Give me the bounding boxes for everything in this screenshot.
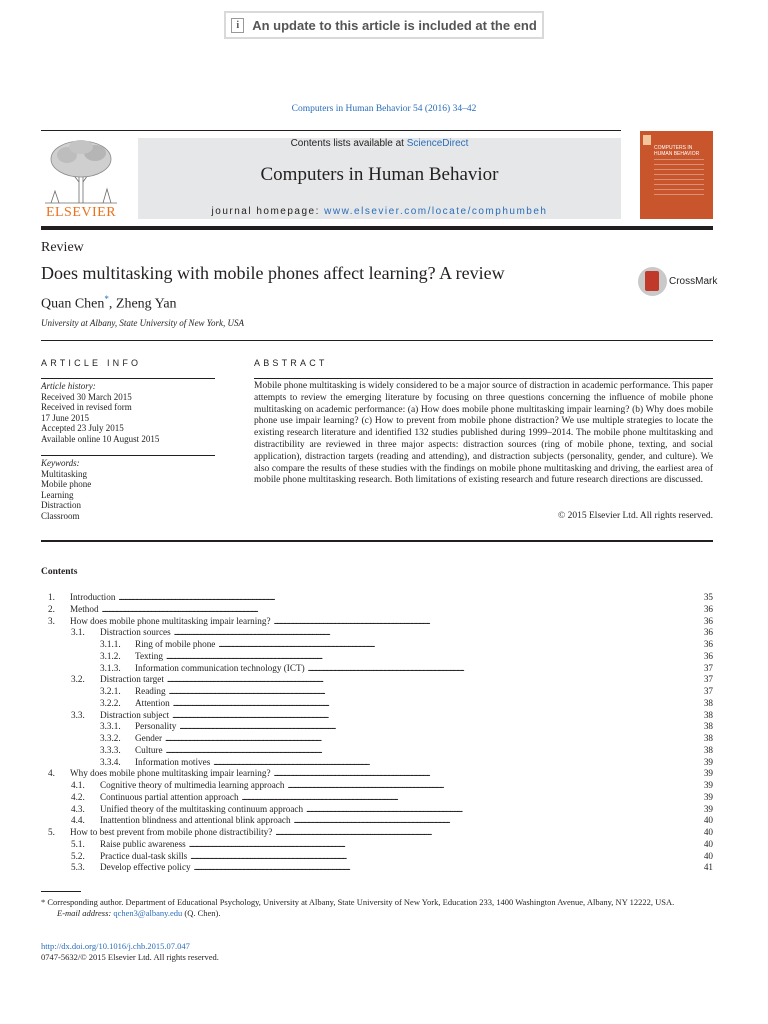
history-item: Accepted 23 July 2015 xyxy=(41,423,124,433)
toc-entry[interactable] xyxy=(41,862,713,874)
toc-leader-dots xyxy=(167,674,702,686)
toc-leader-dots xyxy=(102,604,702,616)
toc-entry-title[interactable]: Texting xyxy=(135,650,163,661)
footnote-mark: * xyxy=(41,897,46,907)
toc-entry-page[interactable]: 37 xyxy=(703,674,713,685)
toc-entry-number: 3.1.1. xyxy=(100,639,121,649)
section-rule xyxy=(41,340,713,341)
toc-entry-page[interactable]: 38 xyxy=(703,709,713,720)
cover-title: COMPUTERS IN HUMAN BEHAVIOR xyxy=(654,145,700,157)
toc-entry-title[interactable]: Ring of mobile phone xyxy=(135,639,216,649)
journal-cover[interactable] xyxy=(640,131,713,219)
toc-entry-page[interactable]: 35 xyxy=(703,592,713,602)
toc-leader-dots xyxy=(118,592,701,604)
toc-leader-dots xyxy=(189,839,702,851)
keywords-rule xyxy=(41,455,215,456)
affiliation: University at Albany, State University of New York, USA xyxy=(41,318,244,328)
cover-text-lines xyxy=(654,159,704,199)
abstract-copyright: © 2015 Elsevier Ltd. All rights reserved. xyxy=(558,511,713,521)
contents-heading: Contents xyxy=(41,567,78,577)
history-item: Received 30 March 2015 xyxy=(41,391,132,402)
toc-entry-title[interactable]: Information motives xyxy=(135,756,211,767)
abstract-text: Mobile phone multitasking is widely considered to be a major source of distraction in academic performance. This paper attempts to review the emerging literature by focusing on three questions concerning the influence of mobile phone multitasking on academic performance: (a) How does mobile phone multitasking impair learning? (b) Why does mobile phone use impair learning? (c) How to prevent from mobile phone distraction? We use multiple strategies to locate the existing research literature and identified 132 studies published during 1999–2014. The mobile phone multitasking and distractibility are reviewed in three major aspects: distraction sources (ring of mobile phone, texting, and social application), distraction targets (reading and attending), and distraction subjects (personality, gender, and culture). We also compare the results of these studies with the findings on mobile phone multitasking and driving, the earliest area of mobile phone multitasking research. Both limitations of existing research and future research directions are discussed. xyxy=(254,381,713,486)
toc-entry[interactable] xyxy=(41,733,713,745)
article-title: Does multitasking with mobile phones affect learning? A review xyxy=(41,263,505,283)
toc-entry-number: 3.1. xyxy=(71,627,85,638)
email-suffix: (Q. Chen). xyxy=(182,908,221,918)
article-type: Review xyxy=(41,240,84,255)
toc-leader-dots xyxy=(194,862,702,874)
toc-entry-page[interactable]: 36 xyxy=(703,650,713,661)
toc-leader-dots xyxy=(287,780,701,792)
toc-leader-dots xyxy=(169,686,702,698)
toc-leader-dots xyxy=(172,710,702,722)
toc-entry-page[interactable]: 39 xyxy=(703,791,713,802)
toc-entry-number: 3.3.4. xyxy=(100,756,121,767)
toc-entry-number: 3. xyxy=(48,615,55,626)
toc-entry-page[interactable]: 38 xyxy=(703,744,713,755)
toc-entry[interactable] xyxy=(41,792,713,804)
toc-entry[interactable] xyxy=(41,663,713,675)
history-item: Available online 10 August 2015 xyxy=(41,433,160,444)
toc-entry-title[interactable]: Information communication technology (ICT) xyxy=(135,662,305,673)
toc-entry-title[interactable]: Unified theory of the multitasking continuum approach xyxy=(100,803,304,814)
toc-entry-number: 3.3. xyxy=(71,709,85,720)
footnote-text: Corresponding author. Department of Educational Psychology, University at Albany, State University of New York, Education 233, 1400 Washington Avenue, Albany, NY 12222, USA. xyxy=(45,897,675,907)
elsevier-logo[interactable] xyxy=(41,137,121,221)
toc-entry-page[interactable]: 40 xyxy=(703,850,713,861)
author-email-link[interactable]: qchen3@albany.edu xyxy=(113,908,183,918)
table-of-contents xyxy=(41,592,713,874)
toc-entry-number: 4. xyxy=(48,768,55,779)
journal-masthead xyxy=(138,138,621,219)
author-list xyxy=(41,294,177,313)
toc-entry-number: 3.1.3. xyxy=(100,662,121,673)
toc-leader-dots xyxy=(308,663,702,675)
doi-block xyxy=(41,941,219,963)
toc-entry-title[interactable]: Reading xyxy=(135,686,166,696)
crossmark-icon xyxy=(638,267,667,296)
abstract-heading: ABSTRACT xyxy=(254,358,328,368)
toc-entry-number: 4.4. xyxy=(71,815,85,826)
toc-entry-title[interactable]: Cognitive theory of multimedia learning approach xyxy=(100,780,285,790)
toc-entry-page[interactable]: 39 xyxy=(703,756,713,767)
crossmark-label: CrossMark xyxy=(669,276,718,287)
author-name[interactable]: Zheng Yan xyxy=(115,296,177,312)
elsevier-wordmark: ELSEVIER xyxy=(45,205,117,220)
toc-leader-dots xyxy=(166,745,702,757)
toc-entry-page[interactable]: 36 xyxy=(703,615,713,626)
keyword-item: Learning xyxy=(41,489,74,500)
toc-entry[interactable] xyxy=(41,686,713,698)
toc-leader-dots xyxy=(166,651,702,663)
toc-entry-title[interactable]: Personality xyxy=(135,721,177,732)
toc-entry-title[interactable]: Culture xyxy=(135,744,163,755)
toc-entry-number: 4.1. xyxy=(71,780,85,790)
toc-entry-page[interactable]: 39 xyxy=(703,803,713,814)
history-item: Received in revised form xyxy=(41,402,132,412)
homepage-link[interactable]: www.elsevier.com/locate/comphumbeh xyxy=(324,206,548,217)
toc-entry-number: 3.1.2. xyxy=(100,650,121,661)
toc-entry-number: 5. xyxy=(48,827,55,837)
toc-entry-page[interactable]: 36 xyxy=(703,627,713,638)
toc-leader-dots xyxy=(306,804,702,816)
toc-leader-dots xyxy=(173,698,702,710)
toc-entry-number: 3.2.2. xyxy=(100,697,121,708)
toc-entry-number: 4.2. xyxy=(71,791,85,802)
toc-entry-number: 4.3. xyxy=(71,803,85,814)
toc-entry[interactable] xyxy=(41,604,713,616)
toc-entry-page[interactable]: 38 xyxy=(703,697,713,708)
cover-publisher-mark xyxy=(643,135,651,145)
toc-entry[interactable] xyxy=(41,851,713,863)
keyword-item: Multitasking xyxy=(41,468,88,479)
toc-entry-page[interactable]: 37 xyxy=(703,686,713,696)
toc-entry-page[interactable]: 38 xyxy=(703,733,713,743)
toc-entry-number: 3.3.1. xyxy=(100,721,121,732)
toc-entry[interactable] xyxy=(41,616,713,628)
footnote-rule xyxy=(41,891,81,892)
article-history xyxy=(41,381,215,444)
crossmark-badge[interactable] xyxy=(638,267,717,296)
toc-entry-page[interactable]: 39 xyxy=(703,768,713,779)
toc-leader-dots xyxy=(294,815,702,827)
toc-entry-number: 3.2.1. xyxy=(100,686,121,696)
toc-entry[interactable] xyxy=(41,721,713,733)
article-info-heading: ARTICLE INFO xyxy=(41,358,142,368)
toc-entry[interactable] xyxy=(41,745,713,757)
update-banner[interactable] xyxy=(224,11,544,39)
keyword-item: Classroom xyxy=(41,510,80,521)
contents-availability xyxy=(138,138,621,149)
update-banner-text: An update to this article is included at the end xyxy=(252,17,537,33)
toc-entry-title[interactable]: Raise public awareness xyxy=(100,838,186,849)
email-label: E-mail address: xyxy=(57,908,114,918)
toc-entry-page[interactable]: 36 xyxy=(703,603,713,614)
doi-link[interactable]: http://dx.doi.org/10.1016/j.chb.2015.07.047 xyxy=(41,941,190,951)
keyword-item: Mobile phone xyxy=(41,479,92,489)
toc-entry-title[interactable]: Distraction sources xyxy=(100,627,171,638)
toc-entry-number: 5.1. xyxy=(71,838,85,849)
toc-entry-page[interactable]: 40 xyxy=(703,815,713,826)
toc-entry[interactable] xyxy=(41,804,713,816)
toc-entry-title[interactable]: Develop effective policy xyxy=(100,862,191,873)
homepage-prefix: journal homepage: xyxy=(211,206,325,217)
toc-leader-dots xyxy=(174,627,702,639)
toc-entry[interactable] xyxy=(41,592,713,604)
toc-entry[interactable] xyxy=(41,698,713,710)
toc-leader-dots xyxy=(218,639,701,651)
toc-leader-dots xyxy=(275,827,701,839)
history-item: 17 June 2015 xyxy=(41,412,89,423)
article-info-rule xyxy=(41,378,215,379)
toc-entry-title[interactable]: Introduction xyxy=(70,592,116,602)
toc-leader-dots xyxy=(213,757,702,769)
toc-entry-number: 3.2. xyxy=(71,674,85,685)
keyword-item: Distraction xyxy=(41,500,81,510)
toc-entry-title[interactable]: Continuous partial attention approach xyxy=(100,791,239,802)
toc-entry-title[interactable]: Inattention blindness and attentional blink approach xyxy=(100,815,291,826)
toc-entry-number: 1. xyxy=(48,592,55,602)
author-separator: , xyxy=(108,296,116,312)
toc-entry[interactable] xyxy=(41,627,713,639)
author-name[interactable]: Quan Chen xyxy=(41,296,105,312)
toc-entry-page[interactable]: 38 xyxy=(703,721,713,732)
toc-entry-number: 5.3. xyxy=(71,862,85,873)
abstract-rule xyxy=(254,378,713,379)
abstract-end-rule xyxy=(41,540,713,542)
toc-entry-title[interactable]: Gender xyxy=(135,733,163,743)
header-rule xyxy=(41,130,621,131)
toc-entry-page[interactable]: 39 xyxy=(703,780,713,790)
toc-entry-number: 2. xyxy=(48,603,55,614)
toc-entry-number: 5.2. xyxy=(71,850,85,861)
toc-entry-number: 3.3.3. xyxy=(100,744,121,755)
toc-entry-title[interactable]: Practice dual-task skills xyxy=(100,850,188,861)
toc-entry-title[interactable]: Why does mobile phone multitasking impair learning? xyxy=(70,768,271,779)
toc-entry[interactable] xyxy=(41,839,713,851)
info-icon: i xyxy=(231,18,244,33)
elsevier-tree-icon xyxy=(41,137,121,205)
toc-leader-dots xyxy=(165,733,702,745)
journal-citation[interactable]: Computers in Human Behavior 54 (2016) 34–42 xyxy=(291,104,477,114)
toc-entry-title[interactable]: How does mobile phone multitasking impair learning? xyxy=(70,615,271,626)
toc-leader-dots xyxy=(274,768,702,780)
toc-entry-page[interactable]: 41 xyxy=(703,862,713,873)
toc-entry[interactable] xyxy=(41,710,713,722)
keywords xyxy=(41,458,215,521)
toc-entry[interactable] xyxy=(41,827,713,839)
toc-entry-title[interactable]: Method xyxy=(70,603,99,614)
toc-entry-page[interactable]: 40 xyxy=(703,827,713,837)
toc-entry[interactable] xyxy=(41,757,713,769)
toc-entry-page[interactable]: 37 xyxy=(703,662,713,673)
toc-entry-number: 3.3.2. xyxy=(100,733,121,743)
toc-entry-page[interactable]: 36 xyxy=(703,639,713,649)
issn-line: 0747-5632/© 2015 Elsevier Ltd. All rights reserved. xyxy=(41,952,219,962)
corresponding-author-mark[interactable]: * xyxy=(104,294,109,304)
history-label: Article history: xyxy=(41,381,96,391)
toc-entry[interactable] xyxy=(41,815,713,827)
toc-entry[interactable] xyxy=(41,639,713,651)
corresponding-author-footnote xyxy=(41,897,713,919)
journal-homepage xyxy=(138,206,621,217)
contents-prefix: Contents lists available at xyxy=(290,138,407,149)
toc-leader-dots xyxy=(179,721,701,733)
toc-entry-title[interactable]: Attention xyxy=(135,697,170,708)
toc-leader-dots xyxy=(242,792,702,804)
toc-entry-page[interactable]: 40 xyxy=(703,838,713,849)
toc-entry[interactable] xyxy=(41,651,713,663)
journal-title: Computers in Human Behavior xyxy=(260,164,499,185)
sciencedirect-link[interactable]: ScienceDirect xyxy=(406,138,469,149)
toc-leader-dots xyxy=(190,851,702,863)
toc-entry-title[interactable]: Distraction target xyxy=(100,674,164,685)
toc-entry[interactable] xyxy=(41,674,713,686)
toc-entry[interactable] xyxy=(41,768,713,780)
toc-entry-title[interactable]: Distraction subject xyxy=(100,709,170,720)
toc-leader-dots xyxy=(274,616,702,628)
masthead-rule xyxy=(41,226,713,230)
toc-entry[interactable] xyxy=(41,780,713,792)
toc-entry-title[interactable]: How to best prevent from mobile phone distractibility? xyxy=(70,827,273,837)
keywords-label: Keywords: xyxy=(41,458,80,468)
